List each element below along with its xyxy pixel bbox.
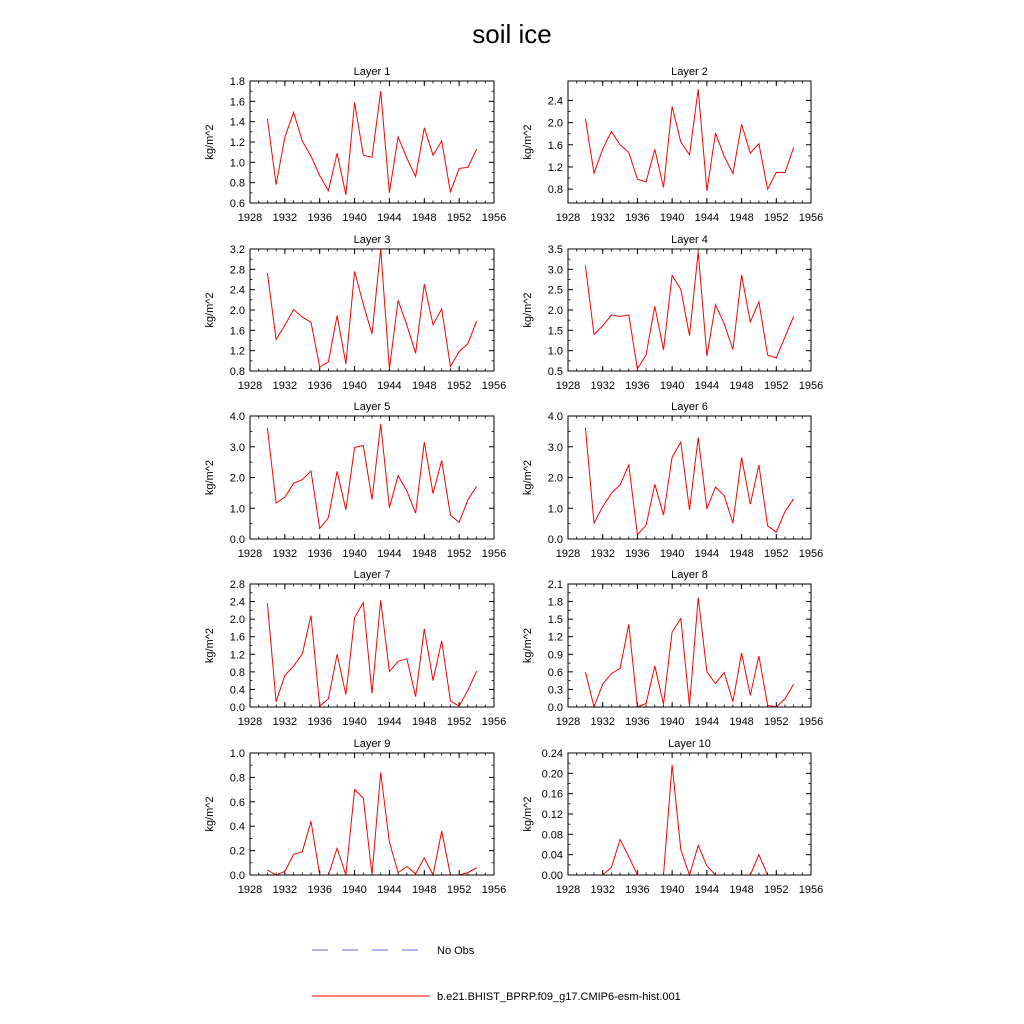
x-tick-label: 1936	[307, 548, 332, 560]
y-tick-label: 0.5	[547, 366, 563, 378]
y-tick-label: 1.0	[547, 503, 563, 516]
x-tick-label: 1952	[446, 884, 472, 896]
legend	[312, 945, 681, 1003]
x-tick-label: 1940	[659, 716, 685, 728]
y-tick-label: 0.9	[547, 649, 563, 662]
y-tick-label: 1.0	[229, 157, 245, 170]
y-tick-label: 1.0	[229, 748, 245, 760]
y-tick-label: 2.1	[547, 579, 563, 591]
x-tick-label: 1956	[798, 380, 824, 392]
x-tick-label: 1940	[342, 380, 367, 392]
panel-title: Layer 3	[353, 234, 391, 246]
x-tick-label: 1952	[446, 380, 472, 392]
x-tick-label: 1932	[590, 884, 615, 896]
y-tick-label: 0.24	[541, 748, 563, 760]
x-tick-label: 1944	[377, 380, 402, 392]
plot-frame	[568, 81, 811, 203]
x-tick-label: 1928	[237, 716, 263, 728]
y-axis-label: kg/m^2	[522, 459, 534, 496]
y-tick-label: 2.0	[229, 614, 245, 627]
legend-no-obs-label: No Obs	[437, 945, 475, 957]
x-tick-label: 1932	[272, 212, 298, 224]
y-tick-label: 1.5	[547, 614, 563, 627]
panel-title: Layer 2	[671, 66, 708, 78]
plot-frame	[568, 753, 811, 875]
series-line	[585, 765, 793, 875]
y-tick-label: 1.2	[229, 649, 245, 662]
x-tick-label: 1944	[377, 548, 402, 560]
x-tick-label: 1944	[377, 884, 402, 896]
panel-layer-7	[204, 569, 506, 728]
x-tick-label: 1944	[694, 380, 720, 392]
panel-title: Layer 6	[671, 401, 708, 413]
x-tick-label: 1928	[555, 212, 581, 224]
x-tick-label: 1956	[481, 884, 507, 896]
y-tick-label: 0.08	[541, 829, 563, 842]
y-tick-label: 0.6	[229, 198, 245, 210]
y-tick-label: 0.0	[547, 534, 563, 546]
plot-frame	[250, 81, 494, 203]
x-tick-label: 1952	[446, 212, 472, 224]
plot-frame	[250, 753, 494, 875]
x-tick-label: 1940	[659, 380, 685, 392]
y-tick-label: 0.3	[547, 684, 563, 697]
y-tick-label: 2.0	[547, 472, 563, 485]
x-tick-label: 1956	[481, 548, 507, 560]
x-tick-label: 1952	[764, 212, 789, 224]
panel-title: Layer 8	[671, 569, 708, 581]
x-tick-label: 1936	[625, 716, 650, 728]
y-tick-label: 0.2	[229, 845, 245, 858]
x-tick-label: 1932	[590, 548, 615, 560]
x-tick-label: 1932	[272, 548, 298, 560]
x-tick-label: 1932	[272, 884, 298, 896]
x-tick-label: 1928	[555, 380, 581, 392]
y-tick-label: 1.8	[547, 596, 563, 609]
y-tick-label: 1.6	[547, 139, 563, 152]
y-tick-label: 0.0	[229, 702, 245, 714]
x-tick-label: 1948	[729, 380, 754, 392]
panel-layer-3	[204, 234, 506, 392]
panel-title: Layer 9	[353, 738, 391, 750]
x-tick-label: 1940	[342, 716, 367, 728]
x-tick-label: 1940	[342, 212, 367, 224]
panel-title: Layer 5	[353, 401, 391, 413]
y-tick-label: 0.8	[547, 184, 563, 197]
y-tick-label: 1.2	[229, 345, 245, 358]
y-tick-label: 1.8	[229, 76, 245, 88]
x-tick-label: 1936	[307, 716, 332, 728]
series-line	[267, 424, 476, 529]
x-tick-label: 1940	[342, 548, 367, 560]
plot-frame	[568, 249, 811, 371]
series-line	[267, 249, 476, 369]
x-tick-label: 1944	[694, 548, 720, 560]
plot-frame	[568, 584, 811, 707]
panel-layer-4	[522, 234, 823, 392]
y-tick-label: 2.0	[547, 305, 563, 317]
y-tick-label: 0.12	[541, 809, 563, 821]
y-axis-label: kg/m^2	[522, 124, 534, 160]
y-tick-label: 1.6	[229, 325, 245, 338]
y-tick-label: 4.0	[547, 411, 563, 423]
x-tick-label: 1956	[481, 716, 507, 728]
x-tick-label: 1956	[798, 716, 824, 728]
series-line	[267, 600, 476, 706]
x-tick-label: 1936	[625, 380, 650, 392]
panel-title: Layer 7	[353, 569, 391, 581]
y-axis-label: kg/m^2	[204, 459, 216, 496]
x-tick-label: 1928	[555, 716, 581, 728]
x-tick-label: 1948	[412, 212, 437, 224]
y-tick-label: 3.0	[547, 441, 563, 454]
panel-title: Layer 4	[671, 234, 708, 246]
y-tick-label: 1.2	[547, 161, 563, 174]
x-tick-label: 1956	[798, 884, 824, 896]
x-tick-label: 1928	[555, 548, 581, 560]
series-line	[267, 91, 476, 195]
x-tick-label: 1936	[307, 380, 332, 392]
x-tick-label: 1928	[237, 884, 263, 896]
x-tick-label: 1956	[798, 212, 824, 224]
y-tick-label: 0.8	[229, 772, 245, 785]
x-tick-label: 1948	[729, 212, 754, 224]
y-tick-label: 0.0	[229, 870, 245, 882]
x-tick-label: 1936	[625, 548, 650, 560]
x-tick-label: 1952	[764, 380, 789, 392]
x-tick-label: 1928	[237, 380, 263, 392]
y-tick-label: 3.0	[547, 264, 563, 277]
x-tick-label: 1932	[272, 380, 298, 392]
y-tick-label: 2.5	[547, 284, 563, 297]
x-tick-label: 1936	[307, 212, 332, 224]
x-tick-label: 1932	[590, 212, 615, 224]
plot-frame	[250, 249, 494, 371]
y-tick-label: 1.5	[547, 325, 563, 338]
y-tick-label: 2.0	[547, 117, 563, 130]
x-tick-label: 1948	[412, 548, 437, 560]
x-tick-label: 1948	[729, 716, 754, 728]
panel-layer-8	[522, 569, 823, 728]
panel-layer-10	[522, 738, 823, 896]
y-tick-label: 0.4	[229, 684, 245, 697]
panel-layer-6	[522, 401, 823, 560]
y-axis-label: kg/m^2	[204, 124, 216, 160]
x-tick-label: 1944	[694, 884, 720, 896]
series-line	[585, 252, 793, 369]
x-tick-label: 1948	[412, 716, 437, 728]
y-tick-label: 0.6	[229, 796, 245, 809]
series-line	[267, 773, 476, 876]
x-tick-label: 1932	[272, 716, 298, 728]
x-tick-label: 1936	[307, 884, 332, 896]
y-tick-label: 0.16	[541, 788, 563, 801]
x-tick-label: 1944	[377, 212, 402, 224]
y-axis-label: kg/m^2	[204, 796, 216, 832]
y-tick-label: 2.4	[229, 284, 245, 297]
y-tick-label: 0.6	[547, 666, 563, 679]
x-tick-label: 1956	[481, 380, 507, 392]
x-tick-label: 1944	[377, 716, 402, 728]
series-line	[585, 598, 793, 708]
y-tick-label: 2.0	[229, 472, 245, 485]
y-tick-label: 0.0	[547, 702, 563, 714]
panel-layer-1	[204, 66, 506, 224]
panels-container	[204, 66, 823, 896]
y-axis-label: kg/m^2	[522, 796, 534, 832]
x-tick-label: 1944	[694, 212, 720, 224]
y-tick-label: 0.0	[229, 534, 245, 546]
panel-title: Layer 1	[353, 66, 391, 78]
y-tick-label: 3.5	[547, 244, 563, 256]
y-tick-label: 0.04	[541, 849, 563, 862]
x-tick-label: 1952	[764, 716, 789, 728]
y-tick-label: 0.8	[229, 666, 245, 679]
y-tick-label: 2.4	[547, 95, 563, 108]
y-axis-label: kg/m^2	[204, 292, 216, 328]
y-tick-label: 0.4	[229, 821, 245, 834]
y-tick-label: 2.8	[229, 579, 245, 591]
panel-layer-2	[522, 66, 823, 224]
panel-layer-5	[204, 401, 506, 560]
series-line	[585, 428, 793, 535]
x-tick-label: 1940	[659, 548, 685, 560]
y-tick-label: 0.8	[229, 366, 245, 378]
x-tick-label: 1932	[590, 716, 615, 728]
x-tick-label: 1952	[446, 716, 472, 728]
figure-title: soil ice	[472, 19, 552, 49]
y-axis-label: kg/m^2	[204, 627, 216, 664]
y-tick-label: 0.00	[541, 870, 563, 882]
y-tick-label: 1.4	[229, 116, 245, 129]
y-tick-label: 3.2	[229, 244, 245, 256]
y-tick-label: 1.2	[547, 631, 563, 644]
y-tick-label: 0.8	[229, 177, 245, 190]
x-tick-label: 1956	[798, 548, 824, 560]
y-tick-label: 1.2	[229, 137, 245, 149]
x-tick-label: 1928	[555, 884, 581, 896]
y-tick-label: 1.0	[229, 503, 245, 516]
legend-model-label: b.e21.BHIST_BPRP.f09_g17.CMIP6-esm-hist.001	[437, 991, 681, 1003]
y-tick-label: 1.6	[229, 96, 245, 109]
x-tick-label: 1948	[412, 380, 437, 392]
x-tick-label: 1952	[764, 548, 789, 560]
x-tick-label: 1948	[412, 884, 437, 896]
y-tick-label: 0.20	[541, 768, 563, 781]
y-tick-label: 1.6	[229, 631, 245, 644]
y-axis-label: kg/m^2	[522, 292, 534, 328]
y-tick-label: 2.4	[229, 596, 245, 609]
x-tick-label: 1936	[625, 212, 650, 224]
x-tick-label: 1948	[729, 884, 754, 896]
x-tick-label: 1952	[446, 548, 472, 560]
x-tick-label: 1940	[342, 884, 367, 896]
x-tick-label: 1932	[590, 380, 615, 392]
x-tick-label: 1940	[659, 212, 685, 224]
x-tick-label: 1936	[625, 884, 650, 896]
series-line	[585, 89, 793, 191]
y-tick-label: 2.0	[229, 305, 245, 317]
y-axis-label: kg/m^2	[522, 627, 534, 664]
y-tick-label: 4.0	[229, 411, 245, 423]
x-tick-label: 1948	[729, 548, 754, 560]
plot-frame	[568, 416, 811, 539]
x-tick-label: 1944	[694, 716, 720, 728]
x-tick-label: 1928	[237, 212, 263, 224]
panel-title: Layer 10	[668, 738, 711, 750]
x-tick-label: 1928	[237, 548, 263, 560]
y-tick-label: 2.8	[229, 264, 245, 277]
x-tick-label: 1956	[481, 212, 507, 224]
x-tick-label: 1940	[659, 884, 685, 896]
y-tick-label: 1.0	[547, 345, 563, 358]
x-tick-label: 1952	[764, 884, 789, 896]
panel-layer-9	[204, 738, 506, 896]
y-tick-label: 3.0	[229, 441, 245, 454]
